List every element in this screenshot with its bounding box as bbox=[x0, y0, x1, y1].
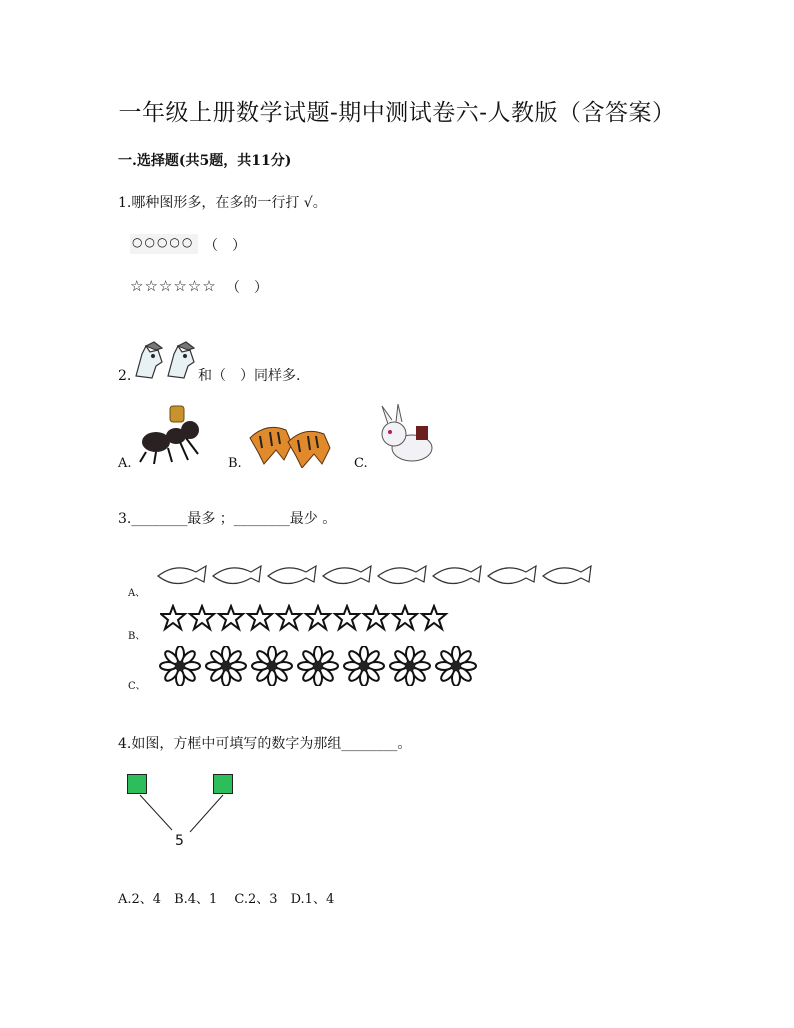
fish-row bbox=[154, 558, 596, 592]
horses-image bbox=[132, 340, 198, 382]
q1-star-row: ☆☆☆☆☆☆ bbox=[130, 277, 217, 295]
fish-icon bbox=[378, 566, 426, 584]
fish-icon bbox=[213, 566, 261, 584]
q3-label-a: A、 bbox=[128, 588, 146, 599]
q4-options[interactable]: A.2、4 B.4、1 C.2、3 D.1、4 bbox=[118, 892, 335, 907]
flower-icon bbox=[160, 646, 200, 686]
q3-label-c: C、 bbox=[128, 681, 146, 692]
fish-icon bbox=[488, 566, 536, 584]
horse-head-icon bbox=[136, 342, 162, 378]
question-3-stem: 3.________最多 ；________最少 。 bbox=[118, 511, 337, 527]
star-icon bbox=[393, 606, 417, 629]
star-icon bbox=[335, 606, 359, 629]
fish-icon bbox=[543, 566, 591, 584]
fish-icon bbox=[323, 566, 371, 584]
flower-icon bbox=[252, 646, 292, 686]
star-row bbox=[160, 604, 452, 634]
star-icon bbox=[364, 606, 388, 629]
tigers-image[interactable] bbox=[246, 408, 336, 468]
q2-option-c-label[interactable]: C. bbox=[354, 456, 368, 471]
star-icon bbox=[219, 606, 243, 629]
q3-label-b: B、 bbox=[128, 631, 146, 642]
flower-icon bbox=[298, 646, 338, 686]
q1-circle-row: ○○○○○ bbox=[132, 235, 195, 249]
star-icon bbox=[161, 606, 185, 629]
question-4-stem: 4.如图，方框中可填写的数字为那组________。 bbox=[118, 736, 412, 752]
tiger-icon bbox=[250, 427, 292, 464]
q2-option-a-label[interactable]: A. bbox=[118, 456, 132, 471]
flower-icon bbox=[344, 646, 384, 686]
star-icon bbox=[306, 606, 330, 629]
star-icon bbox=[248, 606, 272, 629]
flower-icon bbox=[206, 646, 246, 686]
page-title: 一年级上册数学试题-期中测试卷六-人教版（含答案） bbox=[118, 100, 676, 126]
q2-option-b-label[interactable]: B. bbox=[228, 456, 242, 471]
ant-image[interactable] bbox=[136, 404, 214, 466]
flower-icon bbox=[436, 646, 476, 686]
horse-head-icon bbox=[168, 342, 194, 378]
fish-icon bbox=[158, 566, 206, 584]
star-icon bbox=[190, 606, 214, 629]
q4-total-number: 5 bbox=[175, 833, 184, 849]
question-2-number: 2. bbox=[118, 368, 132, 384]
tiger-icon bbox=[288, 431, 330, 468]
flower-row bbox=[156, 646, 480, 686]
q1-row2-answer-paren[interactable]: （ ） bbox=[226, 280, 268, 296]
section-heading: 一.选择题(共5题，共11分) bbox=[118, 153, 292, 169]
star-icon bbox=[422, 606, 446, 629]
fish-icon bbox=[433, 566, 481, 584]
flower-icon bbox=[390, 646, 430, 686]
star-icon bbox=[277, 606, 301, 629]
question-1-stem: 1.哪种图形多，在多的一行打 √。 bbox=[118, 195, 327, 211]
fish-icon bbox=[268, 566, 316, 584]
q1-row1-answer-paren[interactable]: （ ） bbox=[204, 238, 246, 254]
question-2-text: 和（ ）同样多. bbox=[198, 368, 301, 384]
rabbit-image[interactable] bbox=[372, 404, 440, 466]
q4-branch-lines bbox=[120, 790, 250, 850]
